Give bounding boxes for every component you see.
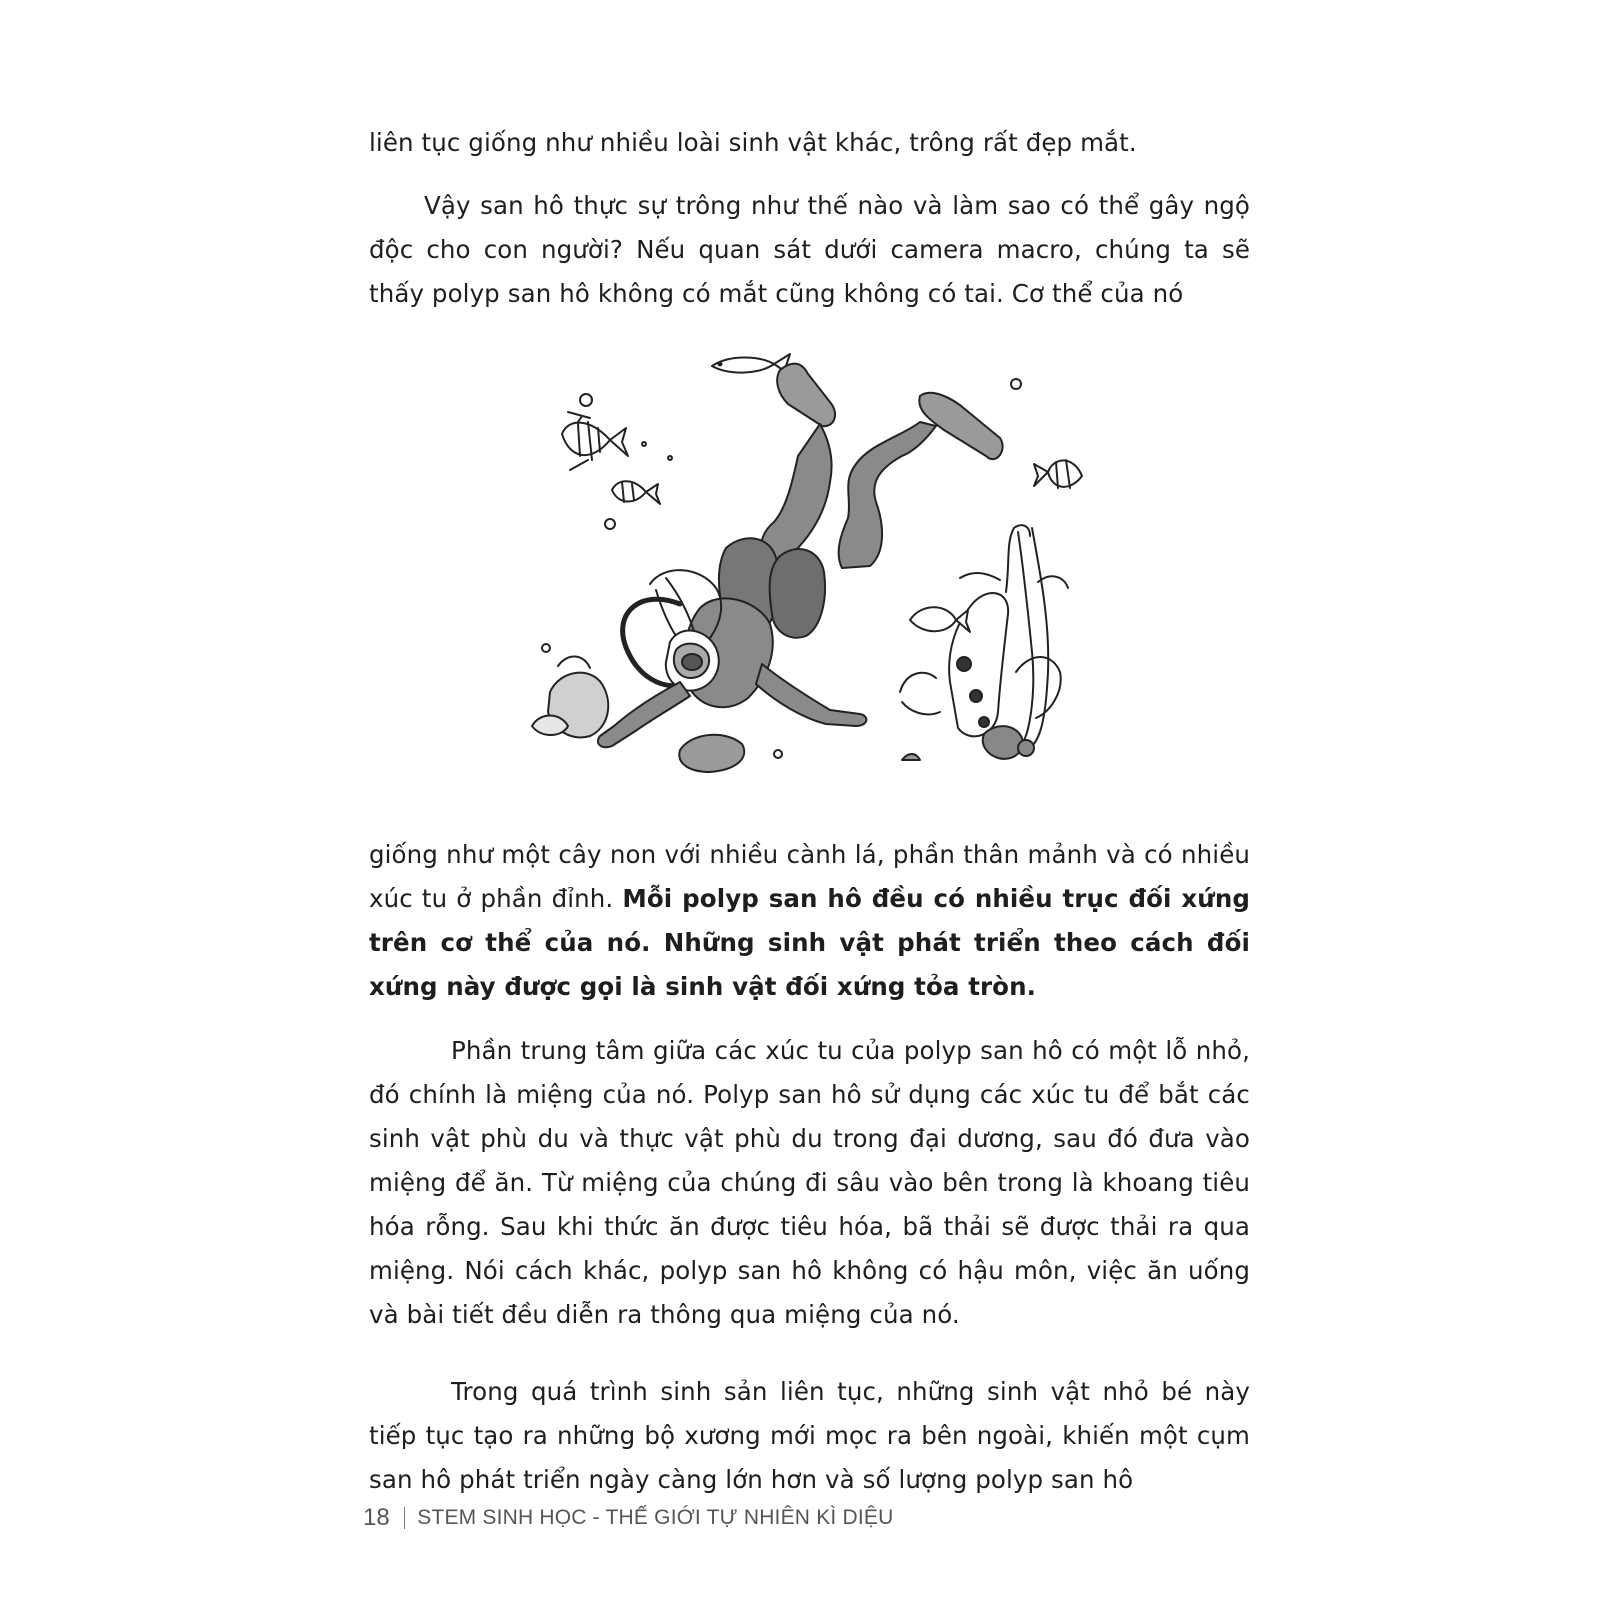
radial-symmetry-intro: giống như một cây non với nhiều cành lá, phần thân mảnh và có nhiều xúc tu ở phần đỉnh. (369, 840, 1250, 913)
coral (900, 525, 1068, 759)
diver-illustration (530, 352, 1120, 797)
paragraph-radial-symmetry (369, 833, 1250, 1009)
angelfish-right (1034, 460, 1082, 488)
page-number: 18 (363, 1504, 390, 1531)
page-footer (363, 1504, 893, 1532)
book-title: STEM SINH HỌC - THẾ GIỚI TỰ NHIÊN KÌ DIỆU (417, 1506, 894, 1529)
angelfish-small (612, 481, 660, 504)
paragraph-reproduction: Trong quá trình sinh sản liên tục, những sinh vật nhỏ bé này tiếp tục tạo ra những bộ xương mới mọc ra bên ngoài, khiến một cụm san hô phát triển ngày càng lớn hơn và số lượng polyp san hô (369, 1377, 1250, 1494)
paragraph-continuation: liên tục giống như nhiều loài sinh vật khác, trông rất đẹp mắt. (369, 128, 1137, 157)
paragraph-polyp-mouth: Phần trung tâm giữa các xúc tu của polyp san hô có một lỗ nhỏ, đó chính là miệng của nó. Polyp san hô sử dụng các xúc tu để bắt các sinh vật phù du và thực vật phù du trong đại dương, sau đó đưa vào miệng để ăn. Từ miệng của chúng đi sâu vào bên trong là khoang tiêu hóa rỗng. Sau khi thức ăn được tiêu hóa, bã thải sẽ được thải ra qua miệng. Nói cách khác, polyp san hô không có hậu môn, việc ăn uống và bài tiết đều diễn ra thông qua miệng của nó. (369, 1036, 1250, 1329)
paragraph-coral-appearance: Vậy san hô thực sự trông như thế nào và làm sao có thể gây ngộ độc cho con người? Nếu quan sát dưới camera macro, chúng ta sẽ thấy polyp san hô không có mắt cũng không có tai. Cơ thể của nó (369, 191, 1250, 308)
radial-symmetry-bold-text: Mỗi polyp san hô đều có nhiều trục đối xứng trên cơ thể của nó. Những sinh vật phát triển theo cách đối xứng này được gọi là sinh vật đối xứng tỏa tròn. (369, 884, 1251, 1001)
footer-divider (404, 1507, 406, 1529)
angelfish-left (562, 412, 628, 470)
